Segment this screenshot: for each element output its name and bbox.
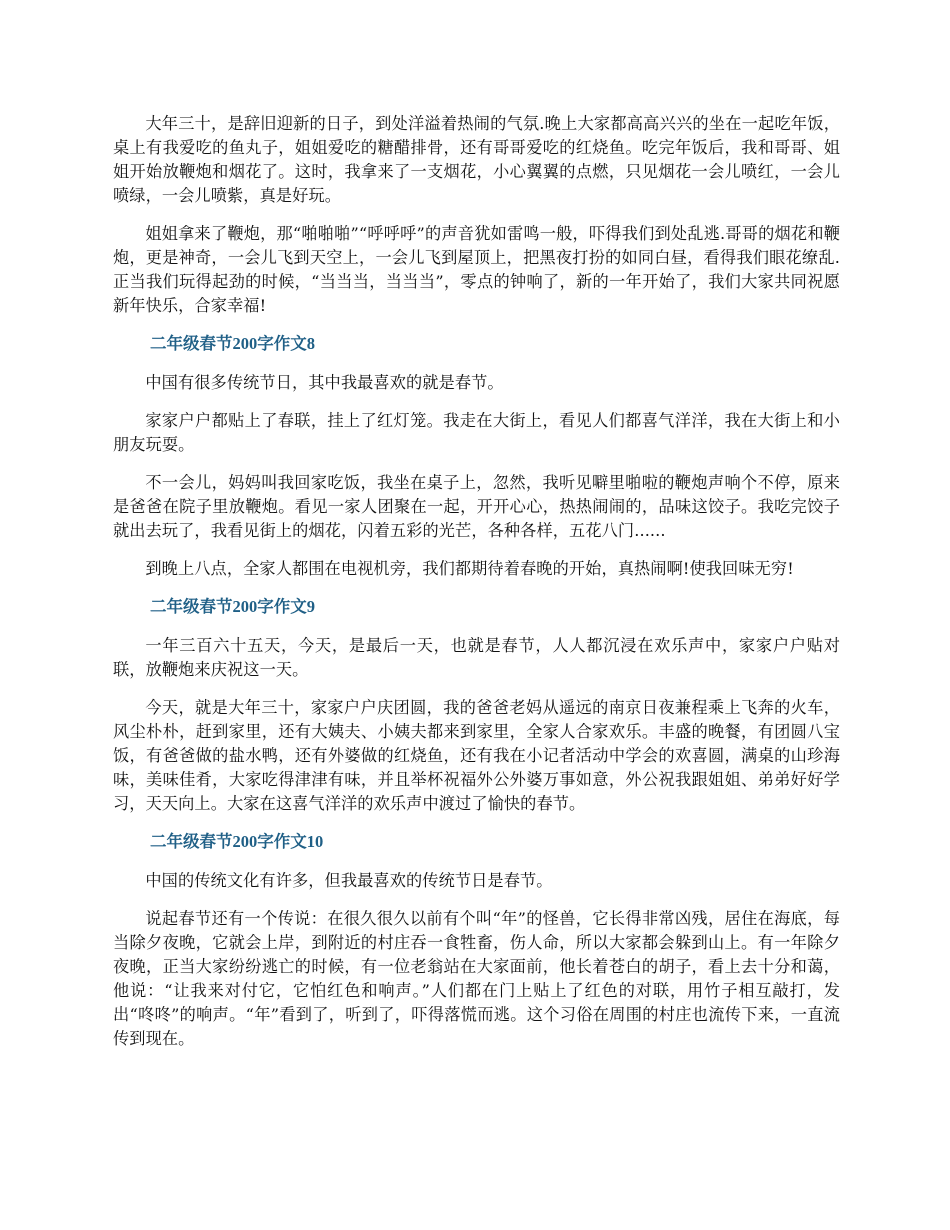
section-heading: 二年级春节200字作文8 [150,334,315,353]
section-heading: 二年级春节200字作文10 [150,832,324,851]
paragraph: 说起春节还有一个传说：在很久很久以前有个叫“年”的怪兽，它长得非常凶残，居住在海底，每当除夕夜晚，它就会上岸，到附近的村庄吞一食牲畜，伤人命，所以大家都会躲到山上。有一年除夕夜晚，正当大家纷纷逃亡的时候，有一位老翁站在大家面前，他长着苍白的胡子，看上去十分和蔼，他说：“让我来对付它，它怕红色和响声。”人们都在门上贴上了红色的对联，用竹子相互敲打，发出“咚咚”的响声。“年”看到了，听到了，吓得落慌而逃。这个习俗在周围的村庄也流传下来，一直流传到现在。 [113,909,840,1048]
paragraph: 中国有很多传统节日，其中我最喜欢的就是春节。 [145,373,504,392]
paragraph: 不一会儿，妈妈叫我回家吃饭，我坐在桌子上，忽然，我听见噼里啪啦的鞭炮声响个不停，原来是爸爸在院子里放鞭炮。看见一家人团聚在一起，开开心心，热热闹闹的，品味这饺子。我吃完饺子就出去玩了，我看见街上的烟花，闪着五彩的光芒，各种各样，五花八门...... [113,473,840,540]
paragraph: 家家户户都贴上了春联，挂上了红灯笼。我走在大街上，看见人们都喜气洋洋，我在大街上和小朋友玩耍。 [113,411,840,454]
paragraph: 今天，就是大年三十，家家户户庆团圆，我的爸爸老妈从遥远的南京日夜兼程乘上飞奔的火车，风尘朴朴，赶到家里，还有大姨夫、小姨夫都来到家里，全家人合家欢乐。丰盛的晚餐，有团圆八宝饭，有爸爸做的盐水鸭，还有外婆做的红烧鱼，还有我在小记者活动中学会的欢喜圆，满桌的山珍海味，美味佳肴，大家吃得津津有味，并且举杯祝福外公外婆万事如意，外公祝我跟姐姐、弟弟好好学习，天天向上。大家在这喜气洋洋的欢乐声中渡过了愉快的春节。 [113,698,840,813]
paragraph: 姐姐拿来了鞭炮，那“啪啪啪”“呼呼呼”的声音犹如雷鸣一般，吓得我们到处乱逃.哥哥的烟花和鞭炮，更是神奇，一会儿飞到天空上，一会儿飞到屋顶上，把黑夜打扮的如同白昼，看得我们眼花缭乱.正当我们玩得起劲的时候，“当当当，当当当”，零点的钟响了，新的一年开始了，我们大家共同祝愿新年快乐，合家幸福! [113,224,840,315]
paragraph: 中国的传统文化有许多，但我最喜欢的传统节日是春节。 [145,871,553,890]
document-page [113,112,840,1065]
paragraph: 一年三百六十五天，今天，是最后一天，也就是春节，人人都沉浸在欢乐声中，家家户户贴对联，放鞭炮来庆祝这一天。 [113,636,840,679]
paragraph: 到晚上八点，全家人都围在电视机旁，我们都期待着春晚的开始，真热闹啊!使我回味无穷! [145,559,794,578]
paragraph: 大年三十，是辞旧迎新的日子，到处洋溢着热闹的气氛.晚上大家都高高兴兴的坐在一起吃年饭，桌上有我爱吃的鱼丸子，姐姐爱吃的糖醋排骨，还有哥哥爱吃的红烧鱼。吃完年饭后，我和哥哥、姐姐开始放鞭炮和烟花了。这时，我拿来了一支烟花，小心翼翼的点燃，只见烟花一会儿喷红，一会儿喷绿，一会儿喷紫，真是好玩。 [113,114,840,205]
section-heading: 二年级春节200字作文9 [150,597,315,616]
